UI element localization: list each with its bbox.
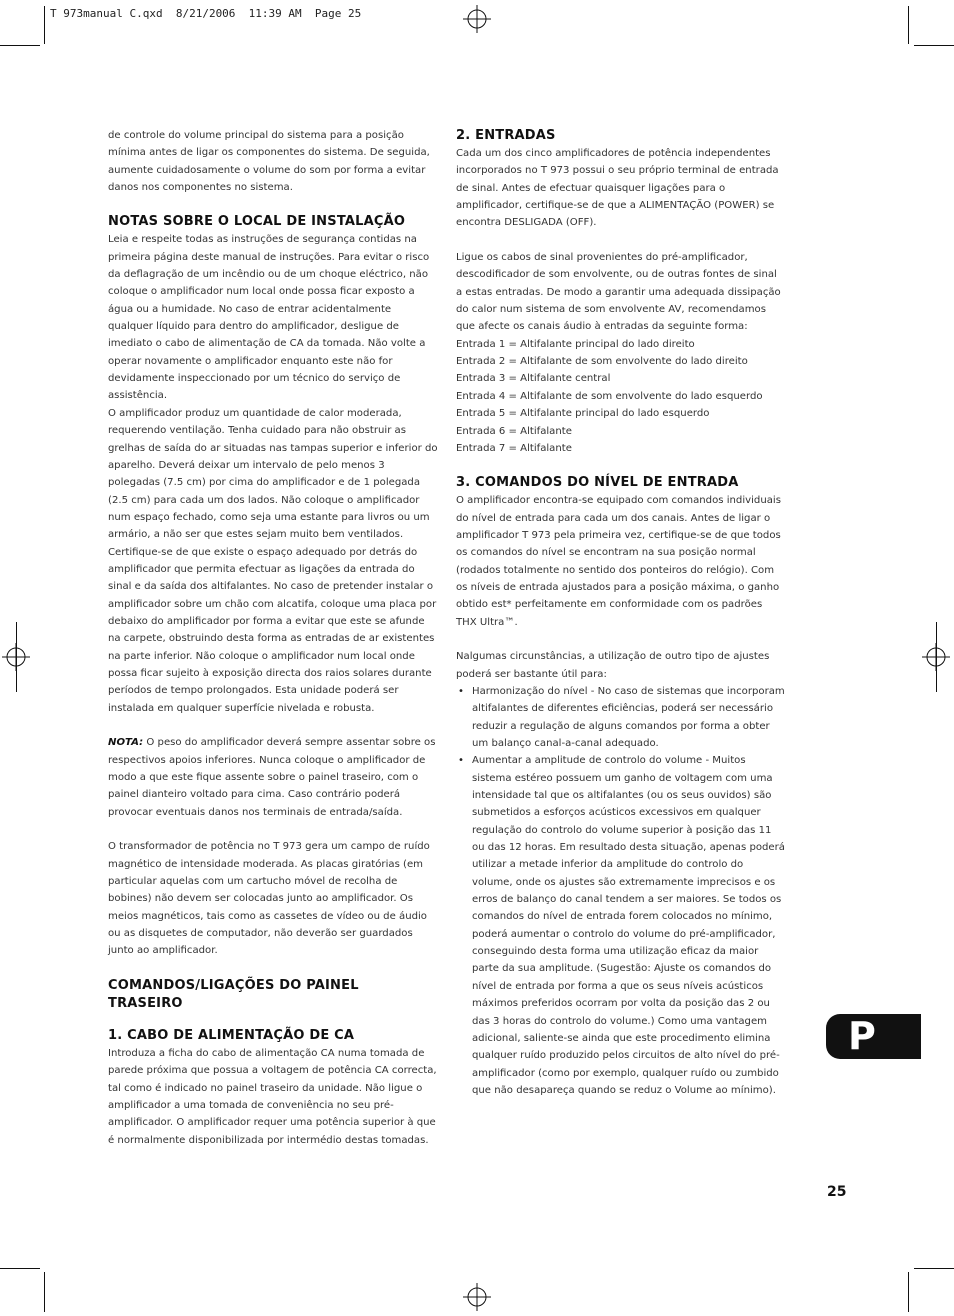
- input-mapping-item: Entrada 3 = Altifalante central: [456, 373, 611, 385]
- inputs-paragraph-1: Cada um dos cinco amplificadores de potência independentes incorporados no T 973 possui o seu próprio terminal de entrada de sinal. Antes de efectuar quaisquer ligações para o amplificador, certifique-se de que a ALIMENTAÇÃO (POWER) se encontra DESLIGADA (OFF).: [456, 148, 779, 229]
- installation-paragraph-2: O amplificador produz um quantidade de calor moderada, requerendo ventilação. Tenha cuidado para não obstruir as grelhas de saída do ar situadas nas tampas superior e inferior do aparelho. Deverá deixar um intervalo de pelo menos 3 polegadas (7.5 cm) por cima do amplificador e de 1 polegada (2.5 cm) para cada um dos lados. Não coloque o amplificador num espaço fechado, como seja uma estante para livros ou um armário, a não ser que estes sejam muito bem ventilados. Certifique-se de que existe o espaço adequado por detrás do amplificador que permita efectuar as ligações da entrada do sinal e da saída dos altifalantes. No caso de pretender instalar o amplificador sobre um chão com alcatifa, coloque uma placa por debaixo do amplificador por forma a evitar que este se afunde na carpete, obstruindo desta forma as entradas de ar existentes na parte inferior. Não coloque o amplificador num local onde possa ficar sujeito à exposição directa dos raios solares durante períodos de tempo prolongados. Esta unidade poderá ser instalada em qualquer superfície nivelada e robusta.: [108, 407, 438, 714]
- crop-mark: [16, 622, 17, 692]
- heading-power-cord: 1. CABO DE ALIMENTAÇÃO DE CA: [108, 1027, 355, 1043]
- input-level-paragraph-2: Nalgumas circunstâncias, a utilização de outro tipo de ajustes poderá ser bastante útil para:: [456, 651, 770, 680]
- heading-input-level: 3. COMANDOS DO NÍVEL DE ENTRADA: [456, 475, 739, 491]
- crop-mark: [0, 45, 40, 46]
- input-mapping-item: Entrada 5 = Altifalante principal do lado esquerdo: [456, 408, 710, 420]
- input-mapping-item: Entrada 6 = Altifalante: [456, 425, 572, 437]
- registration-mark-icon: [463, 5, 491, 33]
- input-mapping-item: Entrada 7 = Altifalante: [456, 442, 572, 454]
- input-mapping-item: Entrada 4 = Altifalante de som envolvente do lado esquerdo: [456, 390, 763, 402]
- input-mapping-list: [456, 336, 786, 457]
- crop-mark: [44, 6, 45, 44]
- bullet-item: • Aumentar a amplitude de controlo do volume - Muitos sistema estéreo possuem um ganho de voltagem com uma intensidade tal que os altifalantes (ou os seus ouvidos) são submetidos a esforços acústicos excessivos em qualquer regulação do controlo do volume superior à posição das 11 ou das 12 horas. Em resultado desta situação, apenas poderá utilizar a metade inferior da amplitude do controlo do volume, onde os ajustes são extremamente imprecisos e os erros de balanço do canal tendem a ser maiores. Se todos os comandos do nível de entrada forem colocados no mínimo, poderá aumentar o controlo do volume do pré-amplificador, conseguindo desta forma uma utilização eficaz da maior parte da sua amplitude. (Sugestão: Ajuste os comandos do nível de entrada por forma a que os seus níveis acústicos máximos preferidos ocorram por volta da posição das 2 ou das 3 horas do controlo do volume.) Como uma vantagem adicional, saliente-se ainda que este procedimento elimina qualquer ruído produzido pelos circuitos de alto nível do pré-amplificador (como por exemplo, qualquer ruído ou zumbido que não desapareça quando se reduz o Volume ao mínimo).: [456, 752, 786, 1099]
- registration-mark-icon: [463, 1283, 491, 1311]
- heading-installation: NOTAS SOBRE O LOCAL DE INSTALAÇÃO: [108, 214, 406, 230]
- intro-paragraph: de controle do volume principal do sistema para a posição mínima antes de ligar os componentes do sistema. De seguida, aumente cuidadosamente o volume do som por forma a evitar danos nos componentes no sistema.: [108, 130, 430, 194]
- bullet-list: [456, 683, 786, 1099]
- input-mapping-item: Entrada 1 = Altifalante principal do lado direito: [456, 338, 695, 350]
- language-tab: P: [826, 1014, 921, 1059]
- left-column: [108, 127, 438, 1149]
- crop-mark: [936, 622, 937, 692]
- crop-mark: [908, 1272, 909, 1312]
- right-column: [456, 127, 786, 1099]
- crop-mark: [914, 45, 954, 46]
- power-cord-paragraph: Introduza a ficha do cabo de alimentação CA numa tomada de parede próxima que possua a voltagem de potência CA correcta, tal como é indicado no painel traseiro da unidade. Não ligue o amplificador a uma tomada de conveniência no seu pré-amplificador. O amplificador requer uma potência superior à que é normalmente disponibilizada por intermédio destas tomadas.: [108, 1047, 437, 1146]
- installation-paragraph-1: Leia e respeite todas as instruções de segurança contidas na primeira página deste manual de instruções. Para evitar o risco da deflagração de um incêndio ou de um choque eléctrico, não coloque o amplificador num local onde possa ficar exposto a água ou a humidade. No caso de entrar acidentalmente qualquer líquido para dentro do amplificador, desligue de imediato o cabo de alimentação de CA da tomada. Não volte a operar novamente o amplificador enquanto este não for devidamente inspeccionado por um técnico do serviço de assistência.: [108, 234, 430, 402]
- heading-inputs: 2. ENTRADAS: [456, 128, 556, 143]
- crop-mark: [0, 1268, 40, 1269]
- crop-mark: [914, 1268, 954, 1269]
- input-level-paragraph-1: O amplificador encontra-se equipado com comandos individuais do nível de entrada para cada um dos canais. Antes de ligar o amplificador T 973 pela primeira vez, certifique-se de que todos os comandos do nível se encontram na sua posição normal (rodados totalmente no sentido dos ponteiros do relógio). Com os níveis de entrada ajustados para a posição máxima, o ganho obtido est* perfeitamente em conformidade com os padrões THX Ultra™.: [456, 495, 781, 628]
- crop-mark: [908, 6, 909, 44]
- inputs-paragraph-2: Ligue os cabos de sinal provenientes do pré-amplificador, descodificador de som envolvente, ou de outras fontes de sinal a estas entradas. De modo a garantir uma adequada dissipação do calor num sistema de som envolvente AV, recomendamos que afecte os canais áudio à entradas da seguinte forma:: [456, 252, 781, 333]
- heading-rear-panel: [108, 977, 438, 1013]
- crop-mark: [44, 1272, 45, 1312]
- heading-rear-panel-line-2: TRASEIRO: [108, 995, 183, 1011]
- bullet-item: • Harmonização do nível - No caso de sistemas que incorporam altifalantes de diferentes eficiências, poderá ser necessário reduzir a regulação de alguns comandos por forma a obter um balanço canal-a-canal adequado.: [456, 683, 786, 752]
- note-label: NOTA:: [108, 737, 144, 749]
- page-number: 25: [827, 1184, 847, 1200]
- note-text: O peso do amplificador deverá sempre assentar sobre os respectivos apoios inferiores. Nunca coloque o amplificador de modo a que este fique assente sobre o painel traseiro, com o painel dianteiro voltado para cima. Caso contrário poderá provocar eventuais danos nos terminais de entrada/saída.: [108, 737, 436, 818]
- heading-rear-panel-line-1: COMANDOS/LIGAÇÕES DO PAINEL: [108, 977, 359, 993]
- print-slug: T 973manual C.qxd 8/21/2006 11:39 AM Page 25: [50, 7, 362, 20]
- note-paragraph: [108, 734, 438, 821]
- input-mapping-item: Entrada 2 = Altifalante de som envolvente do lado direito: [456, 356, 748, 368]
- transformer-paragraph: O transformador de potência no T 973 gera um campo de ruído magnético de intensidade moderada. As placas giratórias (em particular aquelas com um cartucho móvel de recolha de bobines) não devem ser colocadas junto ao amplificador. Os meios magnéticos, tais como as cassetes de vídeo ou de áudio ou as disquetes de computador, não deverão ser guardados junto ao amplificador.: [108, 841, 430, 957]
